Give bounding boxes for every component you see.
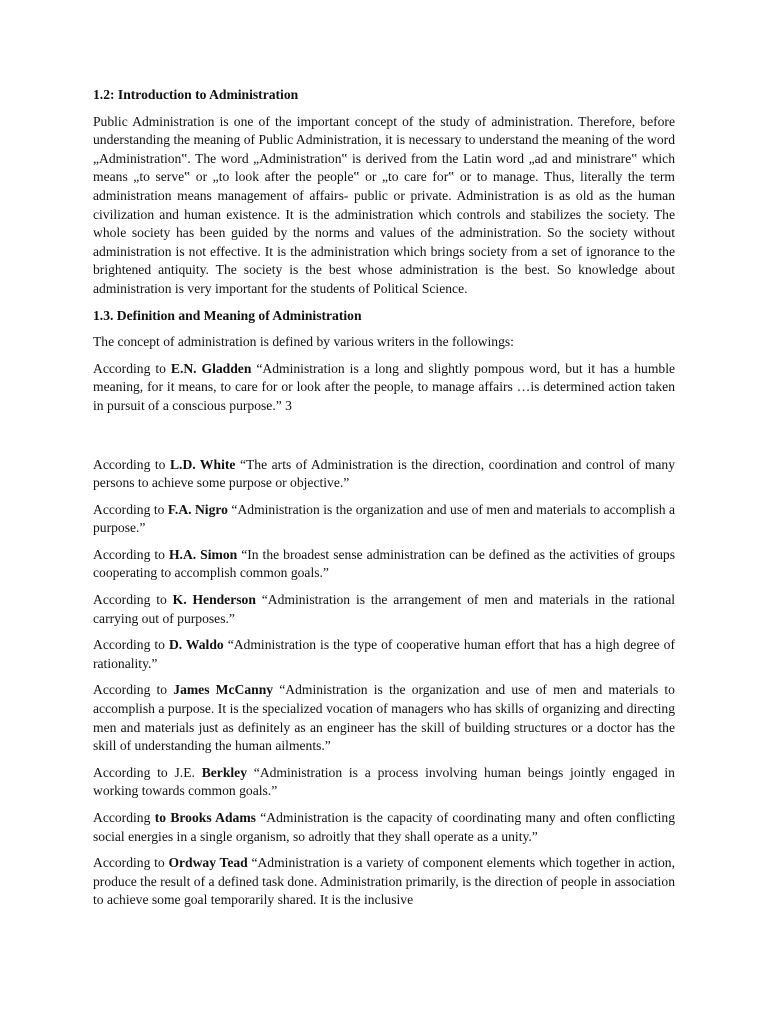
definition-lead: The concept of administration is defined by various writers in the followings: [93,334,514,350]
quote-author: E.N. Gladden [170,360,252,376]
section-heading-definition: 1.3. Definition and Meaning of Administration [93,307,362,323]
quote-prefix: According to [93,592,173,608]
quote-paragraph [93,764,675,801]
quote-paragraph [93,546,675,583]
quote-text: “Administration is a long and slightly pompous word, but it has a humble meaning, for it means, to care for or look after the people, to manage affairs …is determined action taken in pursuit of a conscious purpose.” 3 [93,360,676,413]
quote-author: K. Henderson [172,592,256,608]
quote-text: “Administration is a process involving human beings jointly engaged in working towards common goals.” [93,764,675,799]
quote-author: D. Waldo [168,637,224,653]
document-page [93,86,675,918]
quote-prefix: According to [93,456,170,472]
quote-paragraph [93,809,675,846]
quote-prefix: According to [93,501,168,517]
quote-paragraph [93,854,675,910]
quote-text: “Administration is the capacity of coordinating many and often conflicting social energies in a single organism, so adroitly that they shall operate as a unity.” [93,810,675,844]
quote-paragraph [93,681,675,755]
quote-author: James McCanny [173,682,274,698]
quote-author: H.A. Simon [168,546,238,562]
quote-paragraph [93,591,675,628]
quote-text: “Administration is the organization and use of men and materials to accomplish a purpose.” [93,501,676,536]
quote-prefix: According to J.E. [93,764,202,780]
section-heading-introduction: 1.2: Introduction to Administration [93,87,299,102]
quote-paragraph [93,360,675,416]
quote-prefix: According to [93,546,169,562]
quote-text: “Administration is the arrangement of men and materials in the rational carrying out of purposes.” [93,592,675,626]
quote-author: to Brooks Adams [154,810,256,825]
quote-paragraph [93,636,675,673]
quote-text: “The arts of Administration is the direction, coordination and control of many persons to achieve some purpose or objective.” [93,456,676,491]
quote-author: Berkley [201,764,247,780]
quote-paragraph [93,456,675,493]
quote-author: F.A. Nigro [167,501,228,517]
intro-paragraph: Public Administration is one of the important concept of the study of administration. Therefore, before understanding the meaning of Public Administration, it is necessary to understand the meaning of the word „Administration‟. The word „Administration‟ is derived from the Latin word „ad and ministrare‟ which means „to serve‟ or „to look after the people‟ or „to care for‟ or to manage. Thus, literally the term administration means management of affairs- public or private. Administration is as old as the human civilization and human existence. It is the administration which controls and stabilizes the society. The whole society has been guided by the norms and values of the administration. So the society without administration is not effective. It is the administration which brings society from a set of ignorance to the brightened antiquity. The society is the best whose administration is the best. So knowledge about administration is very important for the students of Political Science. [93,113,675,296]
quote-text: “Administration is the organization and use of men and materials to accomplish a purpose. It is the specialized vocation of managers who has skills of organizing and directing men and materials just as definitely as an engineer has the skill of building structures or a doctor has the skill of understanding the human ailments.” [93,682,675,754]
quote-prefix: According to [93,637,169,653]
quote-author: Ordway Tead [168,855,248,871]
quote-text: “Administration is a variety of component elements which together in action, produce the result of a defined task done. Administration primarily, is the direction of people in association to achieve some goal temporarily shared. It is the inclusive [93,855,675,908]
quote-prefix: According [93,810,155,825]
quote-paragraph [93,501,675,538]
quote-prefix: According to [93,360,171,376]
quote-prefix: According to [93,855,169,871]
quote-prefix: According to [93,682,174,698]
quote-text: “In the broadest sense administration can be defined as the activities of groups cooperating to accomplish common goals.” [93,546,676,581]
quote-text: “Administration is the type of cooperative human effort that has a high degree of rationality.” [93,637,675,671]
blank-gap [93,424,675,456]
quote-author: L.D. White [169,456,236,472]
